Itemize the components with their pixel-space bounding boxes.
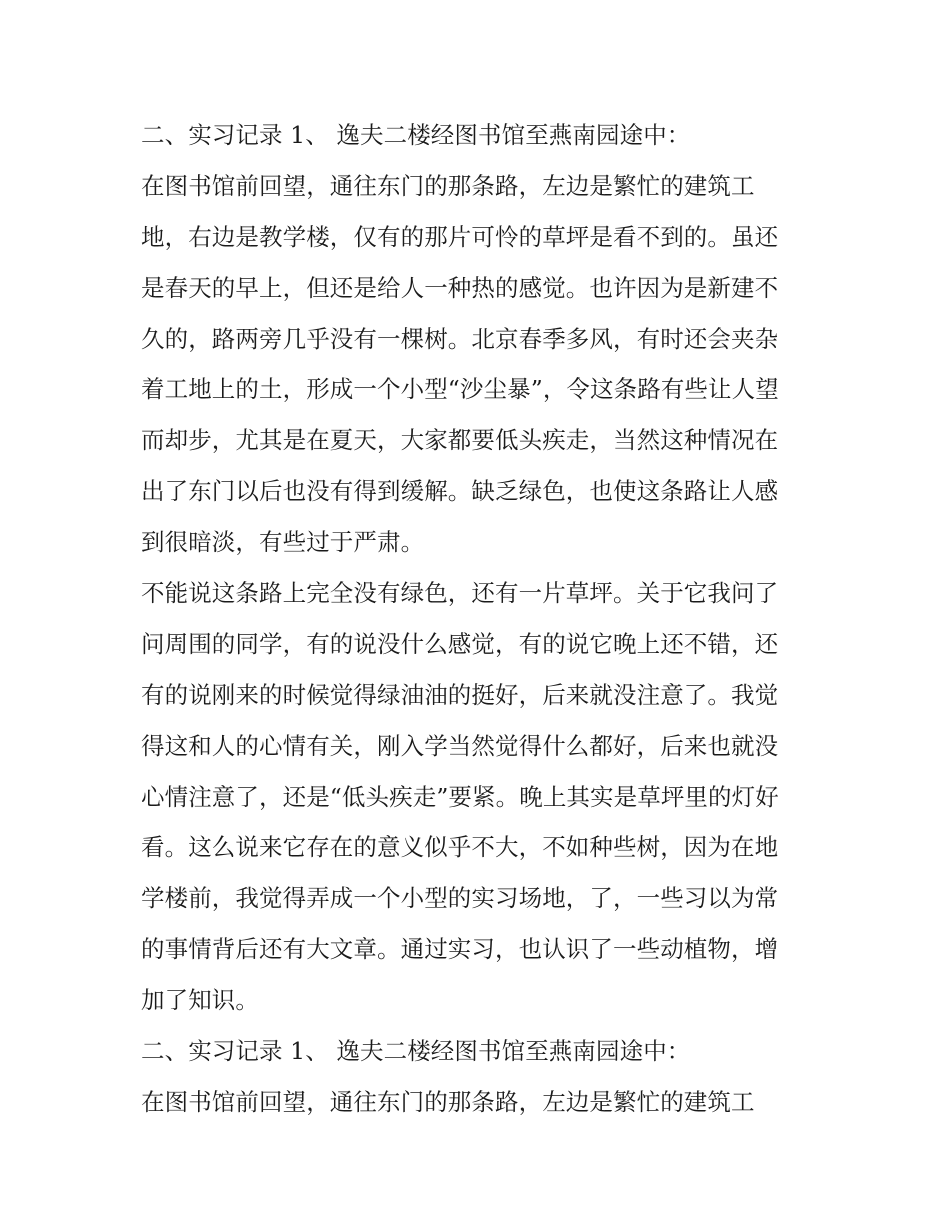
text-line: 加了知识。 (141, 986, 259, 1015)
text-line: 的事情背后还有大文章。通过实习，也认识了一些动植物，增 (141, 935, 779, 964)
text-line: 不能说这条路上完全没有绿色，还有一片草坪。关于它我问了 (141, 579, 779, 608)
text-line: 学楼前，我觉得弄成一个小型的实习场地，了，一些习以为常 (141, 884, 779, 913)
document-page (141, 110, 821, 1128)
text-line: 久的，路两旁几乎没有一棵树。北京春季多风，有时还会夹杂 (141, 324, 779, 353)
text-line: 出了东门以后也没有得到缓解。缺乏绿色，也使这条路让人感 (141, 477, 779, 506)
text-line: 在图书馆前回望，通往东门的那条路，左边是繁忙的建筑工 (141, 171, 755, 200)
text-line: 而却步，尤其是在夏天，大家都要低头疾走，当然这种情况在 (141, 426, 779, 455)
text-line: 着工地上的土，形成一个小型“沙尘暴”，令这条路有些让人望 (141, 375, 779, 404)
text-line: 是春天的早上，但还是给人一种热的感觉。也许因为是新建不 (141, 273, 779, 302)
text-line: 问周围的同学，有的说没什么感觉，有的说它晚上还不错，还 (141, 629, 779, 658)
text-line: 得这和人的心情有关，刚入学当然觉得什么都好，后来也就没 (141, 731, 779, 760)
text-line: 到很暗淡，有些过于严肃。 (141, 528, 425, 557)
text-line: 有的说刚来的时候觉得绿油油的挺好，后来就没注意了。我觉 (141, 680, 779, 709)
text-line: 心情注意了，还是“低头疾走”要紧。晚上其实是草坪里的灯好 (141, 782, 779, 811)
text-line: 看。这么说来它存在的意义似乎不大，不如种些树，因为在地 (141, 833, 779, 862)
text-line: 在图书馆前回望，通往东门的那条路，左边是繁忙的建筑工 (141, 1087, 755, 1116)
text-line: 地，右边是教学楼，仅有的那片可怜的草坪是看不到的。虽还 (141, 222, 779, 251)
heading-line: 二、实习记录 1、 逸夫二楼经图书馆至燕南园途中： (141, 1037, 691, 1066)
heading-line: 二、实习记录 1、 逸夫二楼经图书馆至燕南园途中： (141, 121, 691, 149)
